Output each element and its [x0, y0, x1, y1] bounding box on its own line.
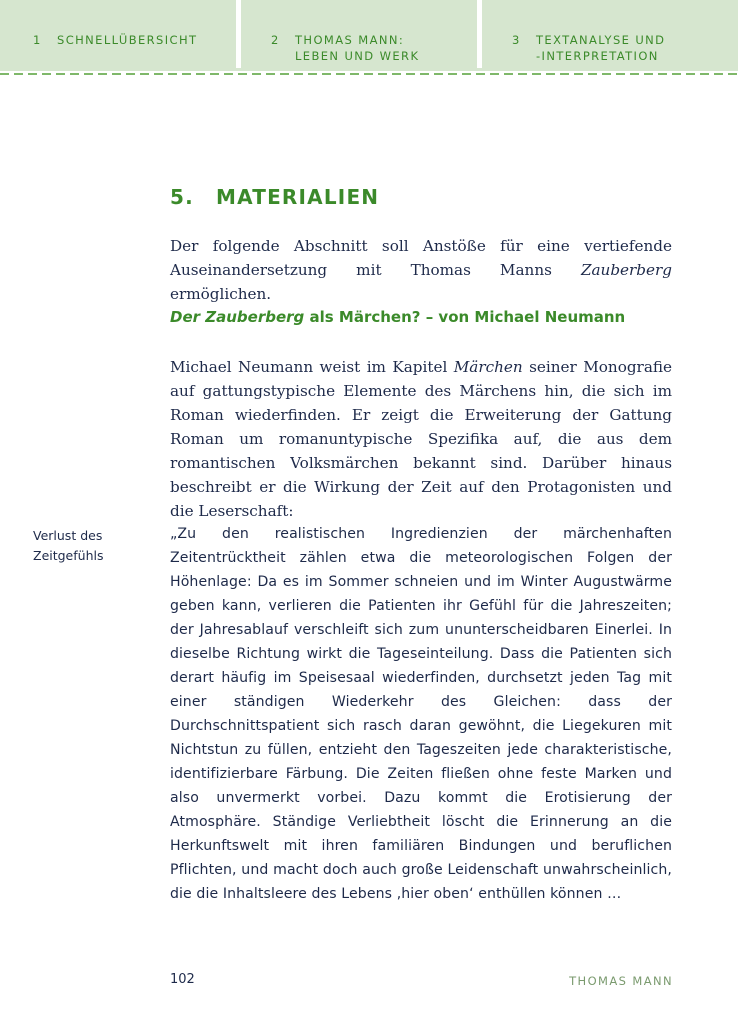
subheading-text: als Märchen? – von Michael Neumann [304, 308, 626, 326]
tab-label: THOMAS MANN: LEBEN UND WERK [295, 33, 420, 63]
chapter-navigation-tabs [0, 0, 738, 68]
tab-schnelluebersicht[interactable] [0, 0, 236, 68]
header-dashed-rule [0, 73, 738, 75]
tab-textanalyse-und-interpretation[interactable] [482, 0, 738, 68]
intro-text: Der folgende Abschnitt soll Anstöße für eine vertiefende Auseinandersetzung mit Thomas Manns [170, 237, 672, 279]
margin-note: Verlust des Zeitgefühls [33, 528, 104, 563]
tab-number: 1 [33, 33, 42, 47]
intro-text-end: ermöglichen. [170, 285, 272, 303]
chapter-title: MATERIALIEN [216, 185, 380, 209]
tab-number: 2 [271, 33, 280, 47]
intro-paragraph [170, 234, 672, 306]
tab-number: 3 [512, 33, 521, 47]
section-subheading [170, 308, 625, 326]
header-rule [0, 68, 738, 71]
tab-label: TEXTANALYSE UND -INTERPRETATION [536, 33, 666, 63]
paragraph-text: Michael Neumann weist im Kapitel [170, 358, 454, 376]
body-paragraph [170, 355, 672, 523]
block-quote: „Zu den realistischen Ingredienzien der märchenhaften Zeitentrücktheit zählen etwa die meteorologischen Folgen der Höhenlage: Da es im Sommer schneien und im Winter Augustwärme geben kann, verlieren die Patienten ihr Gefühl für die Jahreszeiten; der Jahresablauf verschleift sich zum ununterscheidbaren Einerlei. In dieselbe Richtung wirkt die Tageseinteilung. Dass die Patienten sich derart häufig im Speisesaal wiederfinden, durchsetzt jeden Tag mit einer ständigen Wiederkehr des Gleichen: dass der Durchschnittspatient sich rasch daran gewöhnt, die Liegekuren mit Nichtstun zu füllen, entzieht den Tageszeiten jede charakteristische, identifizierbare Färbung. Die Zeiten fließen ohne feste Marken und also unvermerkt vorbei. Dazu kommt die Erotisierung der Atmosphäre. Ständige Verliebtheit löscht die Erinnerung an die Herkunftswelt mit ihren familiären Bindungen und beruflichen Pflichten, und macht doch auch große Leidenschaft unwahrscheinlich, die die Inhaltsleere des Lebens ‚hier oben‘ enthüllen können … [170, 526, 672, 902]
chapter-number: 5. [170, 185, 194, 209]
running-title: THOMAS MANN [569, 974, 673, 988]
subheading-italic-title: Der Zauberberg [170, 308, 305, 326]
page-number: 102 [170, 972, 195, 987]
intro-italic-title: Zauberberg [580, 261, 672, 279]
paragraph-italic-title: Märchen [453, 358, 523, 376]
chapter-heading [170, 185, 379, 209]
tab-thomas-mann-leben-und-werk[interactable] [241, 0, 477, 68]
paragraph-text-end: seiner Monografie auf gattungstypische Elemente des Märchens hin, die sich im Roman wiederfinden. Er zeigt die Erweiterung der Gattung Roman um romanuntypische Spezifika auf, die aus dem romantischen Volksmärchen bekannt sind. Darüber hinaus beschreibt er die Wirkung der Zeit auf den Protagonisten und die Leserschaft: [170, 358, 672, 520]
tab-label: SCHNELLÜBERSICHT [57, 33, 198, 47]
